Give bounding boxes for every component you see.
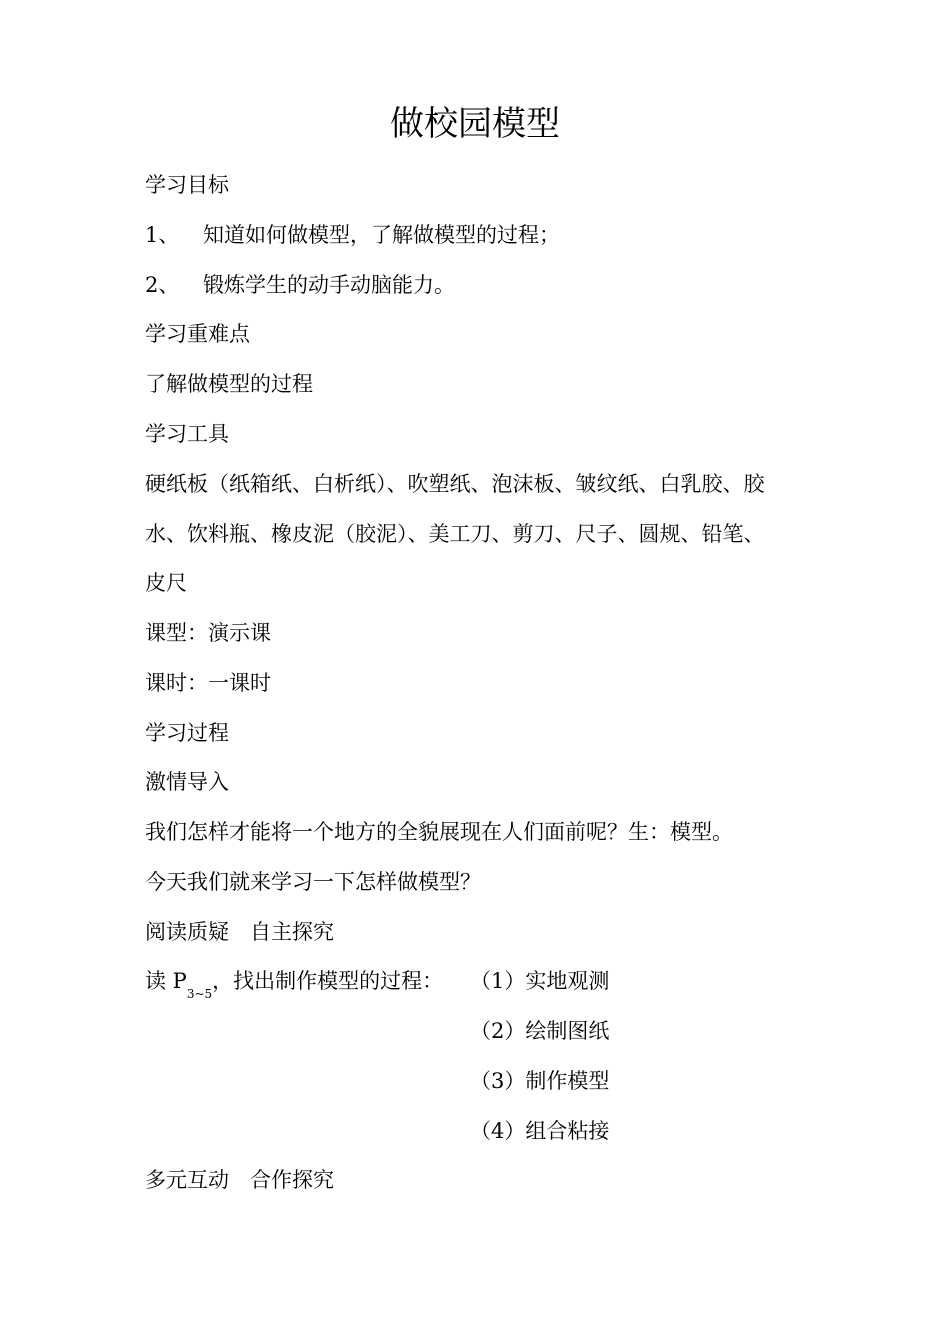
intro-line-1: 我们怎样才能将一个地方的全貌展现在人们面前呢？生：模型。 bbox=[145, 820, 733, 844]
intro-line-2: 今天我们就来学习一下怎样做模型？ bbox=[145, 870, 481, 894]
key-points-text: 了解做模型的过程 bbox=[145, 372, 313, 396]
objective-item-2 bbox=[145, 270, 455, 300]
reading-suffix: ，找出制作模型的过程： bbox=[212, 969, 444, 993]
process-step-3: （3）制作模型 bbox=[470, 1069, 610, 1093]
lesson-type: 课型：演示课 bbox=[145, 621, 271, 645]
reading-instruction bbox=[145, 966, 443, 999]
tools-heading: 学习工具 bbox=[145, 422, 229, 446]
reading-heading: 阅读质疑 自主探究 bbox=[145, 920, 334, 944]
objective-text: 知道如何做模型，了解做模型的过程； bbox=[203, 223, 560, 247]
reading-prefix: 读 P bbox=[145, 969, 187, 993]
process-step-2: （2）绘制图纸 bbox=[470, 1019, 610, 1043]
process-step-4: （4）组合粘接 bbox=[470, 1119, 610, 1143]
objectives-heading: 学习目标 bbox=[145, 173, 229, 197]
tools-line-2: 水、饮料瓶、橡皮泥（胶泥）、美工刀、剪刀、尺子、圆规、铅笔、 bbox=[145, 522, 765, 546]
objective-number: 1、 bbox=[145, 223, 180, 247]
lesson-time: 课时：一课时 bbox=[145, 671, 271, 695]
objective-item-1 bbox=[145, 220, 560, 250]
tools-line-1: 硬纸板（纸箱纸、白析纸）、吹塑纸、泡沫板、皱纹纸、白乳胶、胶 bbox=[145, 472, 765, 496]
page-range-subscript: 3~5 bbox=[186, 987, 213, 1001]
document-title: 做校园模型 bbox=[390, 104, 560, 144]
process-step-1: （1）实地观测 bbox=[470, 969, 610, 993]
objective-text: 锻炼学生的动手动脑能力。 bbox=[203, 273, 455, 297]
process-heading: 学习过程 bbox=[145, 721, 229, 745]
tools-line-3: 皮尺 bbox=[145, 571, 187, 595]
objective-number: 2、 bbox=[145, 273, 180, 297]
interaction-heading: 多元互动 合作探究 bbox=[145, 1168, 334, 1192]
intro-heading: 激情导入 bbox=[145, 770, 229, 794]
key-points-heading: 学习重难点 bbox=[145, 322, 250, 346]
